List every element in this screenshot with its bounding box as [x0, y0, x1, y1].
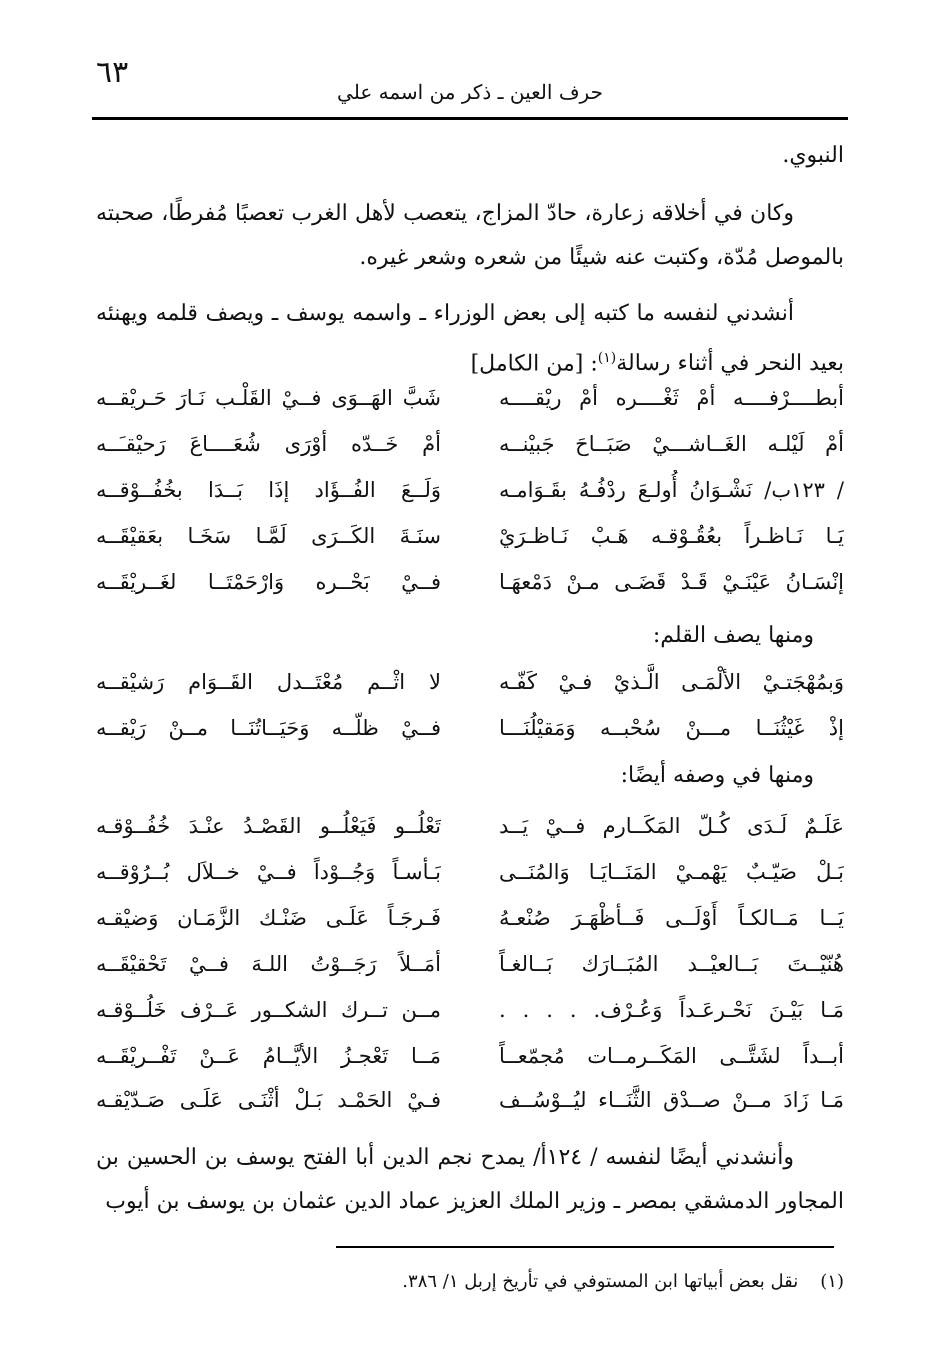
- verse-hemistich-first: / ١٢٣ب/ نَشْـوَانُ أُولـعَ ردْفُـهُ بقَـوَامـه: [499, 478, 844, 502]
- verse-hemistich-second: فـيْ الحَمْـد بَـلْ أثْنَـى عَلَـى صَـدّيْقـه: [96, 1088, 441, 1112]
- page-number: ٦٣: [96, 55, 129, 90]
- verse-hemistich-first: مَـا بَيْـنَ نَحْـرعَـداً وَعُـرْف. . . . .: [499, 998, 844, 1022]
- footnote-number: (١): [820, 1271, 844, 1292]
- verse-hemistich-first: وَبمُهْجَتـيْ الألْمَـى الَّـذيْ فـيْ كَفّـه: [499, 670, 844, 694]
- verse-hemistich-second: أمْ خَــدّه أوْرَى شُعَــــاعَ رَحيْقـَــه: [96, 432, 441, 456]
- verse-line: [96, 662, 844, 702]
- verse-line: [96, 424, 844, 464]
- verse-line: [96, 470, 844, 510]
- verse-hemistich-second: وَلَــعَ الفُــؤَاد إذَا بَــدَا بخُفُــوْقــه: [96, 478, 441, 502]
- verse-hemistich-first: أمْ لَيْلـه الغَــاشـــيْ صَبَــاحَ جَبيْنــه: [499, 432, 844, 456]
- footnote-rule: [336, 1246, 834, 1248]
- running-title: حرف العين ـ ذكر من اسمه علي: [337, 80, 603, 104]
- verse-hemistich-first: إنْسَـانُ عَيْنَـيْ قَـدْ قَضَـى مـنْ دَمْعهَـا: [499, 570, 844, 594]
- verse-line: [96, 944, 844, 984]
- verse-hemistich-first: يَـا نَـاظـراً بعُقُـوْقـه هَـبْ نَـاظـرَيْ: [499, 524, 844, 548]
- verse-hemistich-first: عَلَـمٌ لَـدَى كُـلّ المَكَــارم فــيْ يَــد: [499, 814, 844, 838]
- verse-line: [96, 1080, 844, 1120]
- verse-hemistich-first: مَـا زَادَ مــنْ صــدْق الثَّنَــاء ليُــوْسُــف: [499, 1088, 844, 1112]
- verse-hemistich-first: هُنّيْــتَ بَــالعيْــد المُبَــارَك بَــالغـاً: [499, 952, 844, 976]
- paragraph-text: أنشدني لنفسه ما كتبه إلى بعض الوزراء ـ واسمه يوسف ـ ويصف قلمه ويهنئه بعيد النحر في أثناء رسالة: [96, 301, 844, 377]
- verse-hemistich-second: تَعْلُــو فَيَعْلُــو القَصْـدُ عنْـدَ خُفُــوْقـه: [96, 814, 441, 838]
- verse-hemistich-second: فــيْ بَحْــره وَارْحَمْتَــا لغَــريْقَــه: [96, 570, 441, 594]
- paragraph-nabawi: [96, 134, 844, 178]
- verse-hemistich-second: لا اثْــم مُعْتَــدل القَــوَام رَشيْقــه: [96, 670, 441, 694]
- verse-hemistich-first: يَــا مَــالكـاً أَوْلَــى فَــأظْهَـرَ صُنْعـهُ: [499, 906, 844, 930]
- verse-line: [96, 806, 844, 846]
- footnote-text: نقل بعض أبياتها ابن المستوفي في تأريخ إربل ١/ ٣٨٦.: [402, 1271, 799, 1292]
- footnote: [96, 1268, 844, 1296]
- section-label-pen: ومنها يصف القلم:: [652, 623, 814, 648]
- verse-line: [96, 1036, 844, 1076]
- paragraph-character: [96, 192, 844, 280]
- verse-line: [96, 898, 844, 938]
- verse-hemistich-first: أبــداً لشَتَّــى المَكَــرمــات مُجمّعــاً: [499, 1044, 844, 1068]
- verse-line: [96, 378, 844, 418]
- section-label-also: ومنها في وصفه أيضًا:: [620, 763, 814, 788]
- verse-hemistich-second: بَـأسـاً وَجُــوْداً فــيْ خــلاَل بُــرُوْقــه: [96, 860, 441, 884]
- verse-line: [96, 562, 844, 602]
- footnote-marker[interactable]: (١): [597, 350, 617, 366]
- meter-label: : [من الكامل]: [470, 351, 598, 377]
- paragraph-closing: [96, 1136, 844, 1224]
- verse-hemistich-second: فَـرجَـاً عَلَـى ضَنْـك الزَّمَـان وَضيْقـه: [96, 906, 441, 930]
- verse-hemistich-second: مــن تــرك الشكــور عَــرْف خَلُــوْقـه: [96, 998, 441, 1022]
- verse-hemistich-second: مَــا تَعْجـزُ الأيَّــامُ عَــنْ تَفْــريْقَــه: [96, 1044, 441, 1068]
- verse-hemistich-second: فــيْ ظلّــه وَحَيَــاتُنَــا مــنْ رَيْقــه: [96, 716, 441, 740]
- verse-hemistich-first: أبطــــرْفــــه أمْ ثَغْــــره أمْ ريْقــــه: [499, 386, 844, 410]
- verse-line: [96, 708, 844, 748]
- paragraph-text: وكان في أخلاقه زعارة، حادّ المزاج، يتعصب لأهل الغرب تعصبًا مُفرطًا، صحبته بالموصل مُدّة، وكتبت عنه شيئًا من شعره وشعر غيره.: [96, 201, 844, 270]
- verse-line: [96, 990, 844, 1030]
- header-rule: [92, 117, 848, 120]
- verse-line: [96, 516, 844, 556]
- paragraph-intro-poem: [96, 292, 844, 386]
- verse-line: [96, 852, 844, 892]
- verse-hemistich-first: بَـلْ صَيّـبٌ يَهْمـيْ المَنَــايَـا وَالمُنَــى: [499, 860, 844, 884]
- verse-hemistich-second: شَبَّ الهَــوَى فــيْ القَلْـب نَـارَ حَـريْقــه: [96, 386, 441, 410]
- verse-hemistich-first: إذْ غَيْثُنَــا مـــنْ سُحْبــه وَمَقيْلُنَـــا: [499, 716, 844, 740]
- paragraph-text: النبوي.: [782, 143, 844, 168]
- verse-hemistich-second: سنَـةَ الكَــرَى لَمَّـا سَخَـا بعَقيْقَــه: [96, 524, 441, 548]
- paragraph-text: وأنشدني أيضًا لنفسه / ١٢٤أ/ يمدح نجم الدين أبا الفتح يوسف بن الحسين بن المجاور الدمشقي بمصر ـ وزير الملك العزيز عماد الدين عثمان بن يوسف بن أيوب: [96, 1145, 844, 1214]
- verse-hemistich-second: أمَــلاً رَجَــوْتُ اللـهَ فــيْ تَحْقيْقَــه: [96, 952, 441, 976]
